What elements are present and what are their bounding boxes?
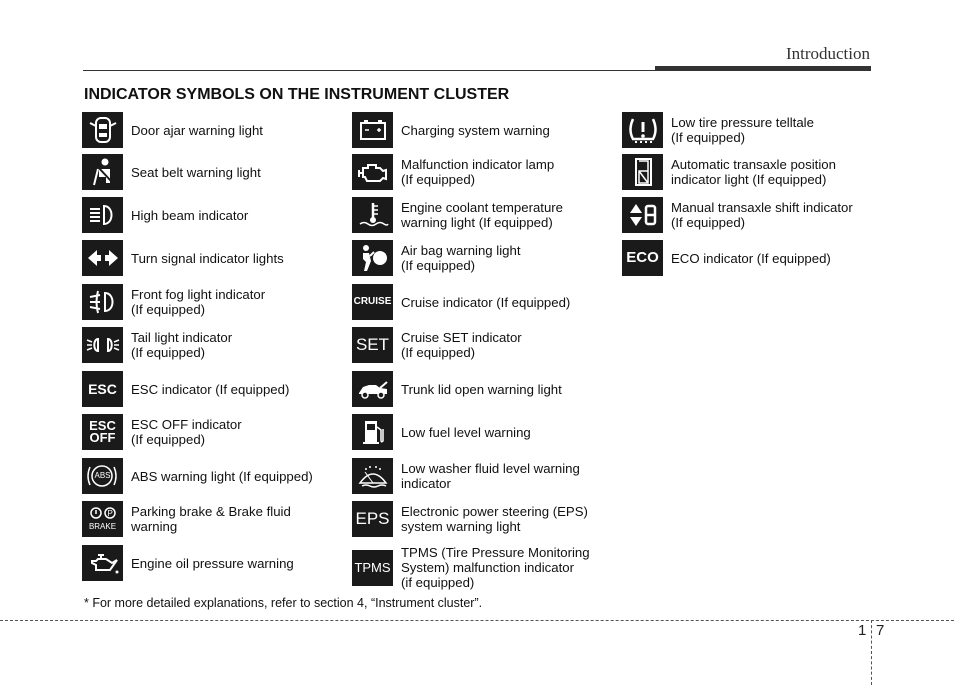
eps-icon (352, 501, 393, 537)
indicator-row (82, 545, 352, 581)
set-icon (352, 327, 393, 363)
page-footer-divider (871, 620, 872, 685)
door-ajar-icon (82, 112, 123, 148)
set-icon-text: SET (355, 335, 390, 354)
indicator-label: Trunk lid open warning light (401, 381, 562, 397)
indicator-row (82, 458, 352, 494)
indicator-label: Cruise indicator (If equipped) (401, 294, 571, 310)
indicator-row (82, 284, 352, 320)
seat-belt-icon (82, 154, 123, 190)
tpms-icon (352, 550, 393, 586)
indicator-row (352, 240, 622, 276)
page-number: 7 (876, 622, 885, 639)
indicator-label: Low washer fluid level warning indicator (401, 461, 580, 491)
indicator-label: Electronic power steering (EPS) system warning light (401, 504, 588, 534)
page-footer-rule (0, 620, 954, 621)
indicator-row (352, 545, 622, 590)
svg-text:P: P (107, 509, 113, 518)
turn-signal-icon (82, 240, 123, 276)
coolant-temp-icon (352, 197, 393, 233)
indicator-label: Malfunction indicator lamp (If equipped) (401, 157, 555, 187)
indicator-row (82, 501, 352, 537)
indicator-label: TPMS (Tire Pressure Monitoring System) malfunction indicator (if equipped) (401, 545, 590, 590)
engine-icon (352, 154, 393, 190)
tpms-icon-text: TPMS (354, 559, 391, 575)
indicator-row (352, 197, 622, 233)
battery-icon (352, 112, 393, 148)
cruise-icon-text: CRUISE (353, 296, 392, 307)
indicator-row (82, 371, 352, 407)
indicator-label: Low tire pressure telltale (If equipped) (671, 115, 814, 145)
transaxle-position-icon (622, 154, 663, 190)
fuel-pump-icon (352, 414, 393, 450)
indicator-label: ESC OFF indicator (If equipped) (131, 417, 242, 447)
high-beam-icon (82, 197, 123, 233)
indicator-row (82, 414, 352, 450)
indicator-label: Turn signal indicator lights (131, 250, 284, 266)
air-bag-icon (352, 240, 393, 276)
shift-indicator-icon (622, 197, 663, 233)
washer-fluid-icon (352, 458, 393, 494)
indicator-label: ECO indicator (If equipped) (671, 250, 831, 266)
indicator-row (352, 284, 622, 320)
esc-icon (82, 371, 123, 407)
indicator-label: ABS warning light (If equipped) (131, 468, 313, 484)
esc-icon-text: ESC (88, 381, 117, 397)
indicator-label: Tail light indicator (If equipped) (131, 330, 233, 360)
indicator-row (352, 458, 622, 494)
indicator-label: Automatic transaxle position indicator light (If equipped) (671, 157, 836, 187)
indicator-label: Engine oil pressure warning (131, 555, 294, 571)
eps-icon-text: EPS (355, 509, 390, 528)
indicator-label: High beam indicator (131, 207, 249, 223)
tire-pressure-icon (622, 112, 663, 148)
indicator-row (82, 327, 352, 363)
footnote: * For more detailed explanations, refer to section 4, “Instrument cluster”. (84, 596, 483, 610)
indicator-row (622, 154, 892, 190)
indicator-row (622, 240, 892, 276)
indicator-row (622, 112, 892, 148)
page-header-title: Introduction (785, 44, 870, 63)
indicator-label: Engine coolant temperature warning light (If equipped) (401, 200, 564, 230)
abs-icon-text: ABS (94, 471, 111, 480)
header-rule (83, 70, 655, 71)
oil-pressure-icon (82, 545, 123, 581)
chapter-number: 1 (858, 622, 867, 639)
indicator-row (352, 154, 622, 190)
indicator-label: Air bag warning light (If equipped) (401, 243, 521, 273)
indicator-row (622, 197, 892, 233)
abs-icon (82, 458, 123, 494)
indicator-label: Charging system warning (401, 122, 550, 138)
brake-icon (82, 501, 123, 537)
brake-icon-text: BRAKE (88, 522, 117, 531)
indicator-row (352, 501, 622, 537)
indicator-row (352, 112, 622, 148)
esc-off-icon (82, 414, 123, 450)
indicator-label: Low fuel level warning (401, 424, 531, 440)
eco-icon-text: ECO (626, 249, 659, 266)
cruise-icon (352, 284, 393, 320)
tail-light-icon (82, 327, 123, 363)
indicator-row (352, 327, 622, 363)
indicator-row (82, 240, 352, 276)
indicator-row (352, 414, 622, 450)
section-heading: INDICATOR SYMBOLS ON THE INSTRUMENT CLUSTER (84, 86, 510, 103)
indicator-label: ESC indicator (If equipped) (131, 381, 290, 397)
indicator-row (82, 154, 352, 190)
indicator-label: Door ajar warning light (131, 122, 263, 138)
esc-off-icon-text: ESC OFF (89, 418, 116, 445)
indicator-label: Parking brake & Brake fluid warning (131, 504, 291, 534)
front-fog-icon (82, 284, 123, 320)
indicator-row (352, 371, 622, 407)
trunk-open-icon (352, 371, 393, 407)
indicator-row (82, 112, 352, 148)
eco-icon (622, 240, 663, 276)
indicator-label: Seat belt warning light (131, 164, 261, 180)
indicator-label: Cruise SET indicator (If equipped) (401, 330, 522, 360)
indicator-label: Front fog light indicator (If equipped) (131, 287, 266, 317)
indicator-row (82, 197, 352, 233)
header-bar (655, 66, 871, 71)
indicator-label: Manual transaxle shift indicator (If equipped) (671, 200, 853, 230)
